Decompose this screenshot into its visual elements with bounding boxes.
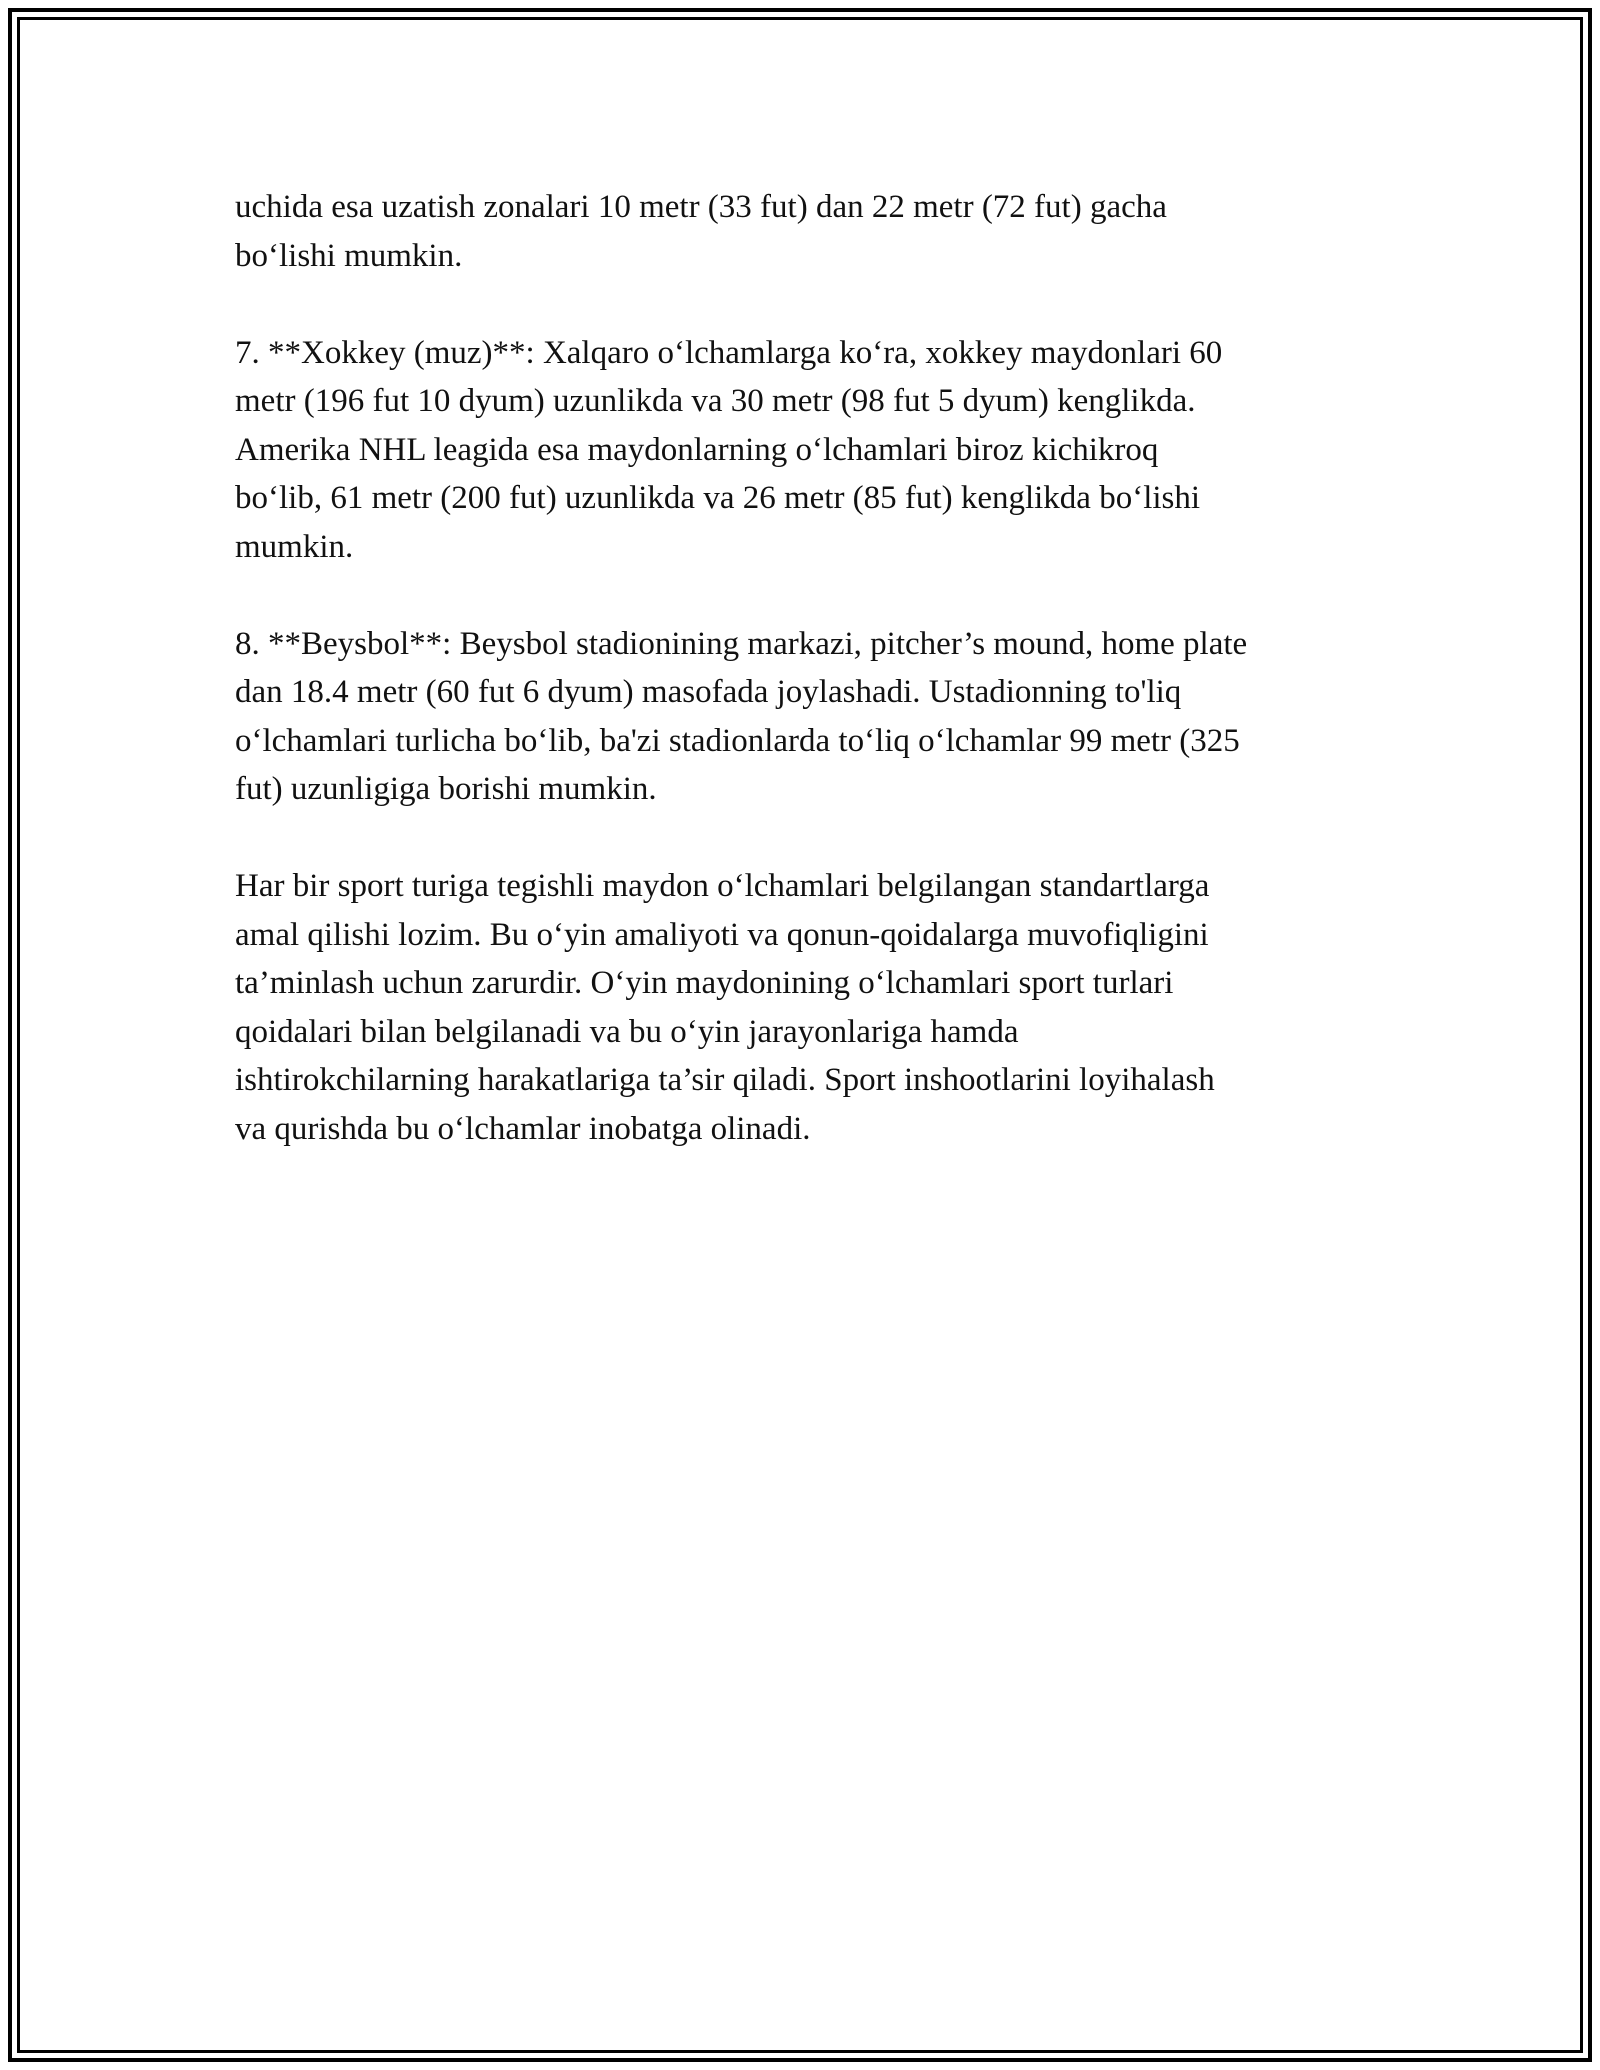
- text-line: va qurishda bu o‘lchamlar inobatga olinadi.: [235, 1110, 811, 1147]
- text-line: amal qilishi lozim. Bu o‘yin amaliyoti va qonun-qoidalarga muvofiqligini: [235, 916, 1209, 953]
- paragraph-baseball: [235, 620, 1365, 814]
- text-line: 7. **Xokkey (muz)**: Xalqaro o‘lchamlarga ko‘ra, xokkey maydonlari 60: [235, 334, 1223, 371]
- text-line: Har bir sport turiga tegishli maydon o‘lchamlari belgilangan standartlarga: [235, 868, 1210, 904]
- text-line: uchida esa uzatish zonalari 10 metr (33 fut) dan 22 metr (72 fut) gacha: [235, 189, 1167, 225]
- paragraph-ice-hockey: [235, 329, 1365, 572]
- paragraph-conclusion: [235, 862, 1365, 1153]
- text-line: mumkin.: [235, 528, 354, 565]
- text-line: fut) uzunligiga borishi mumkin.: [235, 771, 657, 807]
- text-line: o‘lchamlari turlicha bo‘lib, ba'zi stadionlarda to‘liq o‘lchamlar 99 metr (325: [235, 722, 1240, 759]
- text-line: metr (196 fut 10 dyum) uzunlikda va 30 metr (98 fut 5 dyum) kenglikda.: [235, 383, 1196, 419]
- document-body: [235, 183, 1365, 1202]
- text-line: ishtirokchilarning harakatlariga ta’sir qiladi. Sport inshootlarini loyihalash: [235, 1062, 1215, 1098]
- text-line: dan 18.4 metr (60 fut 6 dyum) masofada joylashadi. Ustadionning to'liq: [235, 674, 1182, 710]
- text-line: Amerika NHL leagida esa maydonlarning o‘lchamlari biroz kichikroq: [235, 431, 1159, 468]
- text-line: ta’minlash uchun zarurdir. O‘yin maydonining o‘lchamlari sport turlari: [235, 965, 1174, 1001]
- text-line: qoidalari bilan belgilanadi va bu o‘yin jarayonlariga hamda: [235, 1013, 1019, 1050]
- text-line: 8. **Beysbol**: Beysbol stadionining markazi, pitcher’s mound, home plate: [235, 625, 1248, 662]
- paragraph-relay-zones: [235, 183, 1365, 280]
- text-line: bo‘lishi mumkin.: [235, 237, 463, 274]
- text-line: bo‘lib, 61 metr (200 fut) uzunlikda va 26 metr (85 fut) kenglikda bo‘lishi: [235, 480, 1201, 516]
